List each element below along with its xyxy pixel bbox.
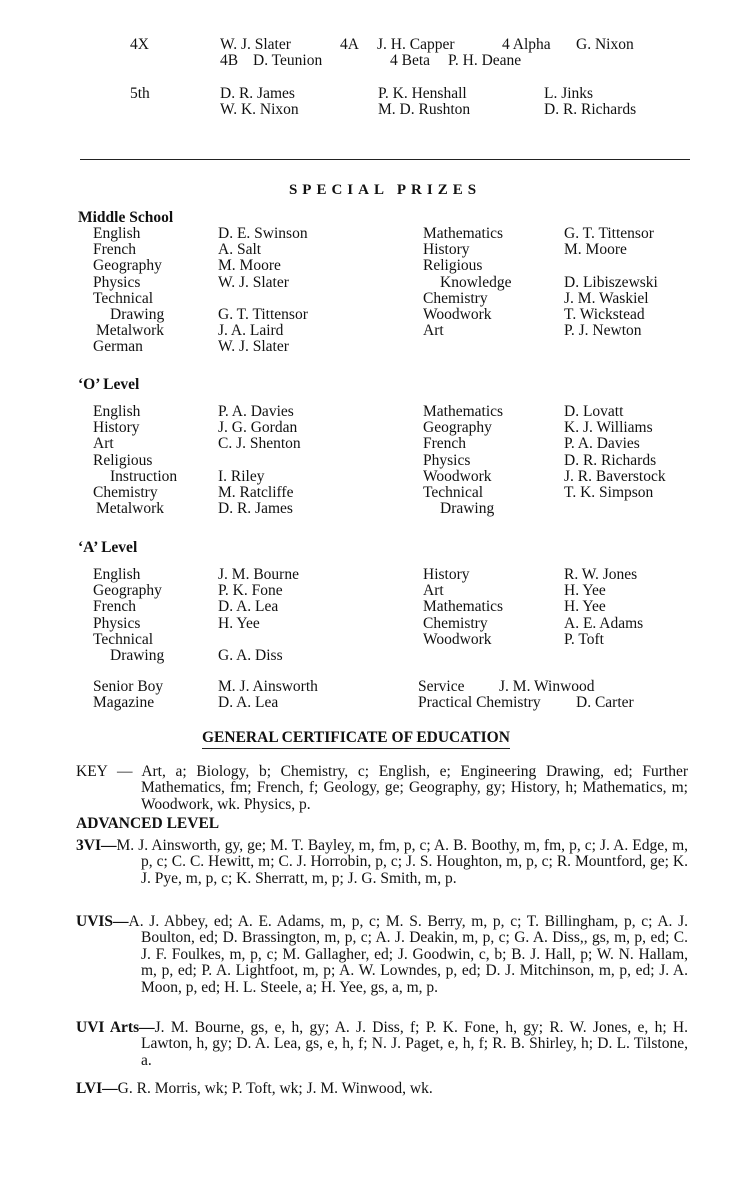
prize-name: J. M. Winwood [499, 678, 595, 695]
subject: Art [423, 582, 444, 600]
section-heading: ‘O’ Level [78, 376, 140, 393]
names-right [564, 226, 658, 339]
form-label-5th: 5th [130, 85, 150, 102]
subject: Technical [93, 630, 154, 648]
prize-name [218, 632, 299, 648]
prize-name: D. Carter [576, 694, 634, 711]
form-results-lvi [76, 1081, 688, 1097]
subject: Physics [93, 614, 141, 632]
prize-name: D. Lovatt [564, 403, 624, 420]
form-label: UVI Arts— [76, 1019, 155, 1036]
subject: Drawing [440, 500, 495, 518]
prize-name: T. K. Simpson [564, 484, 654, 502]
prize-name: W. J. Slater [218, 338, 289, 356]
prize-name: J. M. Waskiel [564, 289, 649, 307]
subject: Woodwork [423, 467, 492, 485]
prize-name: D. R. James [220, 85, 295, 102]
prize-name: P. Toft [564, 630, 604, 648]
names-left [218, 567, 299, 664]
gce-title: GENERAL CERTIFICATE OF EDUCATION [202, 729, 510, 749]
prize-name [218, 453, 301, 469]
prize-name: P. J. Newton [564, 322, 642, 340]
subject: History [93, 419, 140, 437]
prize-name: D. Teunion [253, 52, 323, 69]
prize-name: C. J. Shenton [218, 435, 301, 453]
prize-name: M. Moore [218, 257, 281, 275]
results-text: A. J. Abbey, ed; A. E. Adams, m, p, c; M. S. Berry, m, p, c; T. Billingham, p, c; A. J. Boulton, ed; D. Brassington, m, p, c; A. J. Deakin, m, p, c; G. A. Diss,, gs, m, p, ed; C. J. F. Foulkes, m, p, c; M. Gallagher, ed; J. Goodwin, c, b; B. J. Hall, p; W. N. Hallam, m, p, ed; P. A. Lightfoot, m, p; A. W. Lowndes, p, ed; D. J. Mitchinson, m, p, ed; J. A. Moon, p, ed; H. L. Steele, a; H. Yee, gs, a, m, p. [128, 913, 688, 996]
subject: Woodwork [423, 630, 492, 648]
subject: French [93, 241, 137, 259]
subject: Physics [423, 451, 471, 469]
form-label: 4A [340, 36, 359, 53]
subject: Chemistry [93, 484, 158, 502]
form-results-uvis [76, 914, 688, 996]
subject: Service [418, 678, 465, 695]
subject: Drawing [110, 306, 165, 324]
subject: Mathematics [423, 225, 504, 242]
subject: Woodwork [423, 306, 492, 324]
subject: Physics [93, 273, 141, 291]
section-heading: Middle School [78, 209, 174, 226]
subject: Geography [93, 257, 162, 275]
names-right [564, 567, 643, 648]
subjects-right [423, 567, 503, 648]
subject: Magazine [93, 694, 155, 712]
prize-name: M. Moore [564, 241, 627, 259]
key-text: Art, a; Biology, b; Chemistry, c; English, e; Engineering Drawing, ed; Further Mathematics, fm; French, f; Geology, ge; Geography, gy; History, h; Mathematics, m; Woodwork, wk. Physics, p. [141, 763, 689, 813]
section-heading: ‘A’ Level [78, 539, 138, 556]
prize-name: J. A. Laird [218, 322, 284, 340]
form-label: LVI— [76, 1080, 118, 1097]
subject: Religious [423, 257, 483, 275]
prize-name: P. A. Davies [218, 403, 294, 420]
form-label: 4 Beta [390, 52, 431, 69]
subject: Metalwork [96, 500, 165, 518]
subject: Art [423, 322, 444, 340]
subject: German [93, 338, 143, 356]
prize-name: G. Nixon [576, 36, 634, 53]
prize-name [218, 291, 308, 307]
prize-name: J. H. Capper [377, 36, 455, 53]
subject: Chemistry [423, 289, 488, 307]
subject: History [423, 241, 470, 259]
prize-name: W. K. Nixon [220, 101, 299, 118]
prize-name: W. J. Slater [218, 273, 289, 291]
subject: Senior Boy [93, 678, 164, 695]
other-subjects-left [93, 679, 163, 711]
prize-name: D. A. Lea [218, 694, 279, 712]
prize-name: D. R. Richards [544, 101, 637, 118]
subject: French [93, 598, 137, 616]
subject: Geography [93, 582, 162, 600]
prize-name: M. D. Rushton [378, 101, 471, 118]
prize-name: G. A. Diss [218, 647, 283, 665]
subjects-left [93, 567, 164, 664]
special-prizes-title: SPECIAL PRIZES [288, 182, 482, 198]
prize-name: L. Jinks [544, 85, 594, 102]
prize-name: D. R. Richards [564, 451, 657, 469]
subjects-right [423, 404, 503, 517]
subject: French [423, 435, 467, 453]
prize-name: T. Wickstead [564, 306, 645, 324]
subject: Instruction [110, 467, 178, 485]
prize-name: D. Libiszewski [564, 273, 658, 291]
prize-name: H. Yee [564, 582, 606, 600]
prize-name: D. R. James [218, 500, 293, 518]
prize-name: D. A. Lea [218, 598, 279, 616]
prize-name: K. J. Williams [564, 419, 653, 437]
subject: Technical [93, 289, 154, 307]
form-label: 3VI— [76, 837, 117, 854]
results-text: G. R. Morris, wk; P. Toft, wk; J. M. Winwood, wk. [117, 1080, 433, 1097]
form-label: UVIS— [76, 913, 129, 930]
names-left [218, 404, 301, 517]
subject: Geography [423, 419, 492, 437]
prize-name: G. T. Tittensor [218, 306, 308, 324]
form-label: 4B [220, 52, 239, 69]
prize-name: G. T. Tittensor [564, 225, 654, 242]
advanced-level-heading: ADVANCED LEVEL [76, 815, 220, 832]
gce-key [76, 764, 688, 813]
prize-name: I. Riley [218, 467, 265, 485]
prize-name: H. Yee [564, 598, 606, 616]
subject: English [93, 566, 141, 583]
prize-name: P. K. Fone [218, 582, 283, 600]
prize-name: A. Salt [218, 241, 262, 259]
subject: Chemistry [423, 614, 488, 632]
subject: Art [93, 435, 114, 453]
subject: Knowledge [440, 273, 512, 291]
prize-name: J. R. Baverstock [564, 467, 666, 485]
prize-name: J. M. Bourne [218, 566, 299, 583]
subject: Drawing [110, 647, 165, 665]
prize-name: A. E. Adams [564, 614, 644, 632]
prize-name: P. A. Davies [564, 435, 640, 453]
form-label-4x: 4X [130, 36, 149, 53]
subject: History [423, 566, 470, 583]
prize-name: M. J. Ainsworth [218, 678, 318, 695]
names-right [564, 404, 666, 501]
subject: English [93, 403, 141, 420]
prize-name: P. H. Deane [448, 52, 522, 69]
subject: English [93, 225, 141, 242]
subject: Practical Chemistry [418, 694, 541, 711]
subject: Metalwork [96, 322, 165, 340]
subject: Religious [93, 451, 153, 469]
subjects-right [423, 226, 511, 339]
results-text: J. M. Bourne, gs, e, h, gy; A. J. Diss, f; P. K. Fone, h, gy; R. W. Jones, e, h; H. Lawton, h, gy; D. A. Lea, gs, e, h, f; N. J. Paget, e, h, f; R. B. Shirley, h; D. L. Tilstone, a. [141, 1019, 688, 1069]
prize-name: W. J. Slater [220, 36, 291, 53]
form-results-3vi [76, 838, 688, 887]
prize-name: P. K. Henshall [378, 85, 467, 102]
prize-name: J. G. Gordan [218, 419, 298, 437]
key-label: KEY — [76, 763, 133, 780]
prize-name: H. Yee [218, 614, 260, 632]
results-text: M. J. Ainsworth, gy, ge; M. T. Bayley, m, fm, p, c; A. B. Boothy, m, fm, p, c; J. A. Edge, m, p, c; C. C. Hewitt, m; C. J. Horrobin, p, c; J. S. Houghton, m, p, c; R. Mountford, ge; K. J. Pye, m, p, c; K. Sherratt, m, p; J. G. Smith, m, p. [116, 837, 688, 887]
prize-name [564, 258, 658, 274]
subjects-left [93, 404, 177, 517]
form-label: 4 Alpha [502, 36, 551, 53]
subjects-left [93, 226, 164, 356]
subject: Mathematics [423, 598, 504, 616]
form-results-uvi-arts [76, 1020, 688, 1069]
subject: Mathematics [423, 403, 504, 420]
other-names-left [218, 679, 318, 711]
prize-name: M. Ratcliffe [218, 484, 294, 502]
names-left [218, 226, 308, 356]
prize-name: R. W. Jones [564, 566, 638, 583]
prize-name: D. E. Swinson [218, 225, 308, 242]
subject: Technical [423, 484, 484, 502]
horizontal-rule [80, 159, 690, 160]
